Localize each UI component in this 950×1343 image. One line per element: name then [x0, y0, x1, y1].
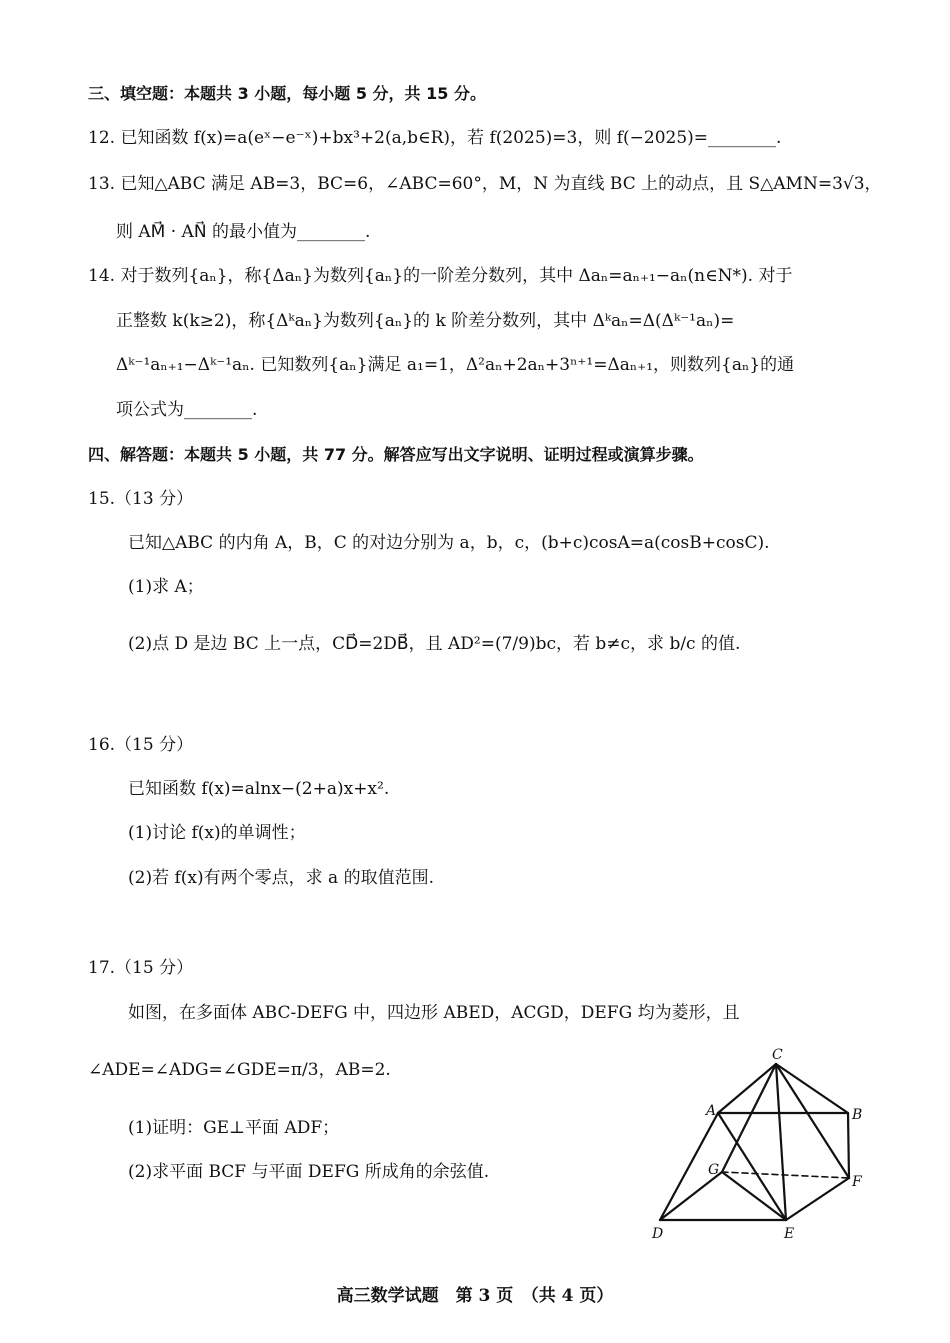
vertex-label-G: G	[708, 1162, 720, 1178]
question-12: 12. 已知函数 f(x)=a(eˣ−e⁻ˣ)+bx³+2(a,b∈R)，若 f(2025)=3，则 f(−2025)=________.	[88, 128, 782, 148]
question-17-stem-line1: 如图，在多面体 ABC-DEFG 中，四边形 ABED，ACGD，DEFG 均为菱形，且	[128, 1003, 740, 1023]
edge-EF	[786, 1178, 849, 1220]
question-17-stem-line2: ∠ADE=∠ADG=∠GDE=π/3，AB=2.	[88, 1060, 391, 1080]
vertex-label-B: B	[852, 1107, 863, 1123]
edge-GE	[722, 1172, 786, 1220]
edge-CF	[776, 1064, 849, 1178]
edge-CA	[718, 1064, 776, 1113]
section-answers-heading: 四、解答题：本题共 5 小题，共 77 分。解答应写出文字说明、证明过程或演算步骤。	[88, 445, 704, 464]
question-17-part2: (2)求平面 BCF 与平面 DEFG 所成角的余弦值.	[128, 1162, 490, 1182]
question-14-line3: Δᵏ⁻¹aₙ₊₁−Δᵏ⁻¹aₙ. 已知数列{aₙ}满足 a₁=1，Δ²aₙ+2aₙ+3ⁿ⁺¹=Δaₙ₊₁，则数列{aₙ}的通	[116, 355, 795, 375]
vertex-label-C: C	[772, 1047, 783, 1063]
question-17-part1: (1)证明：GE⊥平面 ADF；	[128, 1118, 340, 1138]
question-13-line1: 13. 已知△ABC 满足 AB=3，BC=6，∠ABC=60°，M，N 为直线 BC 上的动点，且 S△AMN=3√3，	[88, 174, 882, 194]
edge-BF	[848, 1113, 849, 1178]
question-13-line2: 则 AM⃗ · AN⃗ 的最小值为________.	[116, 222, 371, 242]
edge-AE	[718, 1113, 786, 1220]
question-16-stem: 已知函数 f(x)=alnx−(2+a)x+x².	[128, 779, 390, 799]
question-15-stem: 已知△ABC 的内角 A，B，C 的对边分别为 a，b，c，(b+c)cosA=a(cosB+cosC).	[128, 533, 770, 553]
polyhedron-figure	[640, 1040, 880, 1250]
question-15-part2: (2)点 D 是边 BC 上一点，CD⃗=2DB⃗，且 AD²=(7/9)bc，若 b≠c，求 b/c 的值.	[128, 634, 741, 654]
edge-CB	[776, 1064, 848, 1113]
question-15-header: 15.（13 分）	[88, 489, 194, 509]
question-14-line1: 14. 对于数列{aₙ}，称{Δaₙ}为数列{aₙ}的一阶差分数列，其中 Δaₙ=aₙ₊₁−aₙ(n∈N*). 对于	[88, 266, 793, 286]
question-16-part2: (2)若 f(x)有两个零点，求 a 的取值范围.	[128, 868, 434, 888]
question-16-part1: (1)讨论 f(x)的单调性；	[128, 823, 306, 843]
vertex-label-F: F	[852, 1174, 862, 1190]
question-14-line4: 项公式为________.	[116, 400, 258, 420]
question-14-line2: 正整数 k(k≥2)，称{Δᵏaₙ}为数列{aₙ}的 k 阶差分数列，其中 Δᵏaₙ=Δ(Δᵏ⁻¹aₙ)=	[116, 311, 735, 331]
vertex-label-D: D	[652, 1226, 664, 1242]
edge-GF-hidden	[722, 1172, 849, 1178]
edge-CE	[776, 1064, 786, 1220]
page-footer: 高三数学试题 第 3 页 （共 4 页）	[336, 1286, 614, 1306]
edge-CG	[722, 1064, 776, 1172]
question-15-part1: (1)求 A；	[128, 577, 204, 597]
vertex-label-A: A	[706, 1103, 717, 1119]
section-fill-in-heading: 三、填空题：本题共 3 小题，每小题 5 分，共 15 分。	[88, 84, 486, 103]
vertex-label-E: E	[784, 1226, 795, 1242]
question-17-header: 17.（15 分）	[88, 958, 194, 978]
edge-DG	[660, 1172, 722, 1220]
question-16-header: 16.（15 分）	[88, 735, 194, 755]
